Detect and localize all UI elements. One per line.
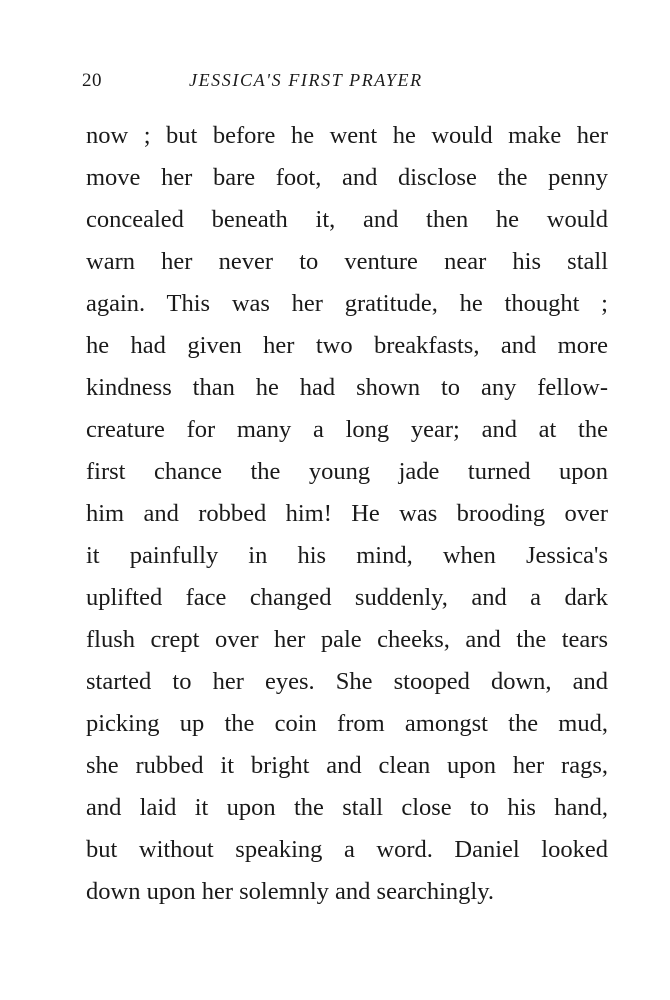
text-line: move her bare foot, and disclose the penny — [86, 164, 608, 191]
text-line: flush crept over her pale cheeks, and the tears — [86, 626, 608, 653]
text-line: concealed beneath it, and then he would — [86, 206, 608, 233]
text-line: it painfully in his mind, when Jessica's — [86, 542, 608, 569]
text-line: warn her never to venture near his stall — [86, 248, 608, 275]
text-line: started to her eyes. She stooped down, and — [86, 668, 608, 695]
text-line: kindness than he had shown to any fellow- — [86, 374, 608, 401]
text-line: picking up the coin from amongst the mud, — [86, 710, 608, 737]
text-line: and laid it upon the stall close to his hand, — [86, 794, 608, 821]
running-title: JESSICA'S FIRST PRAYER — [189, 70, 423, 90]
running-head — [82, 70, 562, 98]
text-line: now ; but before he went he would make her — [86, 122, 608, 149]
text-line: creature for many a long year; and at the — [86, 416, 608, 443]
text-line: uplifted face changed suddenly, and a dark — [86, 584, 608, 611]
text-line: down upon her solemnly and searchingly. — [86, 878, 495, 905]
page-number: 20 — [82, 70, 102, 91]
text-line: first chance the young jade turned upon — [86, 458, 608, 485]
text-line: him and robbed him! He was brooding over — [86, 500, 608, 527]
body-text — [86, 115, 608, 913]
text-line: she rubbed it bright and clean upon her rags, — [86, 752, 608, 779]
text-line: again. This was her gratitude, he thought ; — [86, 290, 608, 317]
text-line: but without speaking a word. Daniel looked — [86, 836, 608, 863]
text-line: he had given her two breakfasts, and more — [86, 332, 608, 359]
